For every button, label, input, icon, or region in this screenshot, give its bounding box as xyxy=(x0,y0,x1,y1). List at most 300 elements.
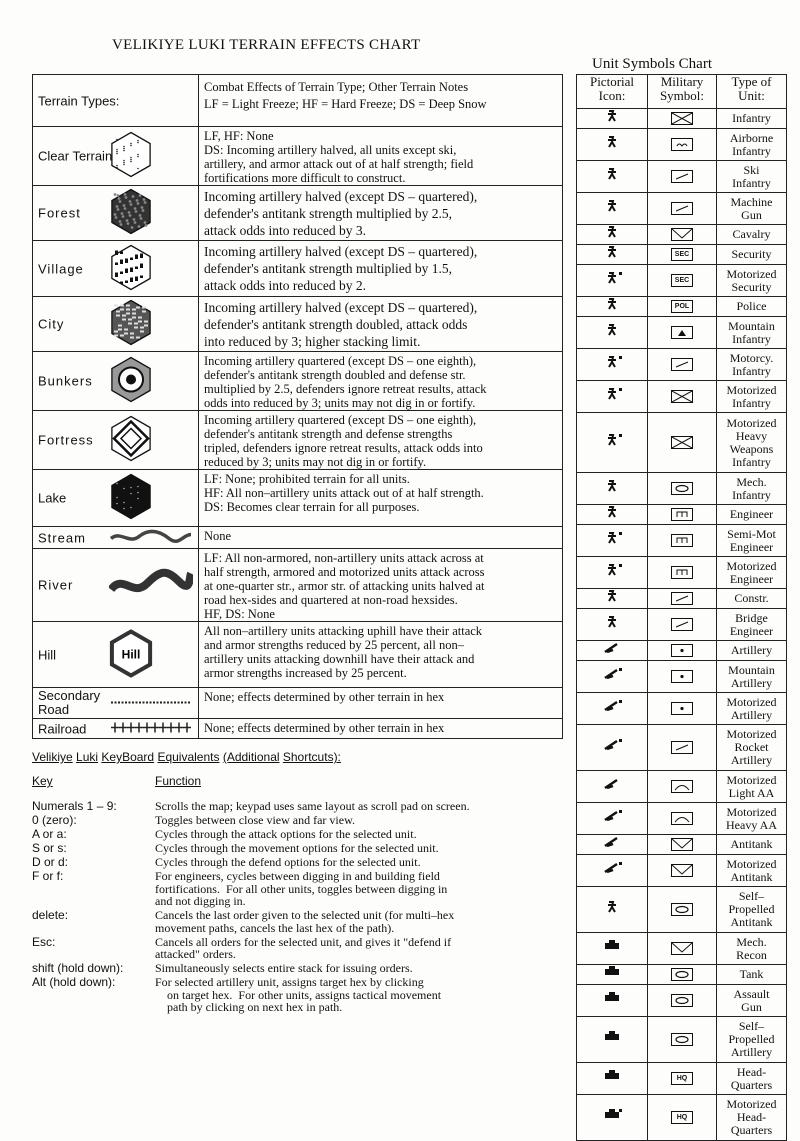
mountain-symbol-icon xyxy=(671,326,693,339)
unit-row xyxy=(577,317,787,349)
unit-row xyxy=(577,855,787,887)
unit-pictorial-cell xyxy=(577,985,648,1017)
fortress-hex-icon xyxy=(109,414,193,464)
key-function xyxy=(155,814,570,827)
terrain-row xyxy=(33,688,563,719)
unit-type-cell xyxy=(717,803,787,835)
unit-type-line: Rocket xyxy=(734,740,769,754)
unit-pictorial-cell xyxy=(577,693,648,725)
unit-pictorial-cell xyxy=(577,641,648,661)
unit-type-line: Antitank xyxy=(730,837,773,851)
unit-type-line: Gun xyxy=(741,207,762,222)
terrain-effect-line: armor strengths increased by 25 percent. xyxy=(204,666,407,680)
unit-military-cell xyxy=(648,855,717,887)
key-function xyxy=(155,828,570,841)
unit-type-line: Head- xyxy=(736,1110,767,1124)
unit-pictorial-icon xyxy=(599,563,625,577)
unit-pictorial-icon xyxy=(599,777,625,791)
unit-symbols-title: Unit Symbols Chart xyxy=(592,56,713,72)
unit-type-line: Airborne xyxy=(729,130,774,145)
constr-symbol-icon xyxy=(671,592,693,605)
terrain-effect-line: defender's antitank strength multiplied by 1.5, xyxy=(204,261,453,276)
unit-pictorial-icon xyxy=(599,433,625,447)
unit-row xyxy=(577,1017,787,1063)
terrain-icon-wrap xyxy=(109,355,193,408)
terrain-name-cell xyxy=(33,719,199,739)
unit-military-cell xyxy=(648,965,717,985)
terrain-effect-line: None; effects determined by other terrain in hex xyxy=(204,721,445,735)
unit-type-cell xyxy=(717,161,787,193)
unit-pictorial-icon xyxy=(599,479,625,493)
unit-military-cell xyxy=(648,1017,717,1063)
unit-military-cell xyxy=(648,803,717,835)
unit-row xyxy=(577,525,787,557)
terrain-effect-line: fortifications more difficult to construct. xyxy=(204,171,406,185)
unit-pictorial-icon xyxy=(599,589,625,603)
unit-pictorial-icon xyxy=(599,135,625,149)
terrain-effect-line: artillery, and armor attack out of at half strength; field xyxy=(204,157,474,171)
unit-row xyxy=(577,933,787,965)
keyboard-title-word: (Additional xyxy=(222,750,280,764)
key-function xyxy=(155,909,570,934)
unit-pictorial-cell xyxy=(577,1063,648,1095)
unit-type-cell xyxy=(717,245,787,265)
terrain-effect-line: defender's antitank strength doubled, attack odds xyxy=(204,317,468,332)
terrain-name: River xyxy=(38,577,74,593)
unit-row xyxy=(577,725,787,771)
unit-pictorial-icon xyxy=(599,939,625,953)
terrain-effects-cell xyxy=(199,622,563,688)
unit-pictorial-cell xyxy=(577,193,648,225)
unit-row xyxy=(577,225,787,245)
keyboard-title-word: Velikiye xyxy=(32,750,73,764)
unit-type-line: Light AA xyxy=(728,785,775,800)
oval-box-icon xyxy=(671,903,693,916)
unit-pictorial-cell xyxy=(577,245,648,265)
unit-type-line: Infantry xyxy=(732,143,771,158)
cavalry-symbol-icon xyxy=(671,228,693,241)
hill-icon-label: Hill xyxy=(121,647,141,661)
terrain-row xyxy=(33,719,563,739)
terrain-effect-line: defender's antitank strength multiplied by 2.5, xyxy=(204,206,453,221)
unit-type-line: Cavalry xyxy=(732,227,771,241)
unit-pictorial-icon xyxy=(599,615,625,629)
key-function-line: Simultaneously selects entire stack for issuing orders. xyxy=(155,961,413,975)
unit-type-line: Gun xyxy=(741,999,762,1014)
unit-type-cell xyxy=(717,473,787,505)
key-function-line: on target hex. For other units, assigns tactical movement xyxy=(155,987,442,1002)
unit-type-line: Infantry xyxy=(732,331,771,346)
terrain-row xyxy=(33,527,563,549)
key-function-line: Cycles through the movement options for the selected unit. xyxy=(155,841,439,855)
unit-row xyxy=(577,557,787,589)
unit-pictorial-icon xyxy=(599,991,625,1005)
unit-type-line: Motorized xyxy=(726,727,777,741)
unit-row xyxy=(577,887,787,933)
unit-type-line: Artillery xyxy=(730,1045,773,1059)
terrain-effect-line: defender's antitank strength doubled and defense str. xyxy=(204,368,466,382)
mech-symbol-icon xyxy=(671,482,693,495)
unit-pictorial-cell xyxy=(577,965,648,985)
unit-row xyxy=(577,1095,787,1141)
unit-pictorial-cell xyxy=(577,1017,648,1063)
unit-type-line: Head- xyxy=(736,1064,767,1079)
unit-row xyxy=(577,129,787,161)
terrain-effect-line: attack odds into reduced by 2. xyxy=(204,278,366,293)
terrain-name-cell xyxy=(33,352,199,411)
terrain-name: Railroad xyxy=(38,721,87,736)
terrain-effect-line: reduced by 3; units may not dig in or fortify. xyxy=(204,455,427,469)
unit-type-cell xyxy=(717,589,787,609)
unit-pictorial-icon xyxy=(599,505,625,519)
key-label: D or d: xyxy=(32,855,69,869)
unit-pictorial-icon xyxy=(599,1069,625,1083)
recon-symbol-icon xyxy=(671,942,693,955)
village-hex-icon xyxy=(109,242,193,292)
unit-type-line: Tank xyxy=(739,967,764,981)
unit-type-cell xyxy=(717,1017,787,1063)
terrain-name: Hill xyxy=(38,647,57,662)
terrain-effects-cell xyxy=(199,688,563,719)
unit-row xyxy=(577,693,787,725)
unit-pictorial-cell xyxy=(577,381,648,413)
terrain-effects-cell xyxy=(199,186,563,241)
key-label: 0 (zero): xyxy=(32,813,77,827)
terrain-name-cell xyxy=(33,127,199,186)
unit-pictorial-cell xyxy=(577,317,648,349)
terrain-name: Forest xyxy=(38,205,81,221)
unit-type-line: Motorized xyxy=(726,558,777,573)
unit-type-cell xyxy=(717,641,787,661)
terrain-effects-cell xyxy=(199,527,563,549)
unit-row xyxy=(577,641,787,661)
aa-symbol-icon xyxy=(671,780,693,793)
unit-type-line: Machine xyxy=(730,194,773,209)
text-symbol-icon: SEC xyxy=(671,248,693,261)
unit-type-line: Mech. xyxy=(736,474,767,489)
ski-symbol-icon xyxy=(671,170,693,183)
unit-type-line: Semi-Mot xyxy=(727,526,776,541)
unit-pictorial-cell xyxy=(577,933,648,965)
terrain-effect-line: LF, HF: None xyxy=(204,129,274,143)
terrain-effect-line: at one-quarter str., armor str. of attacking units halved at xyxy=(204,579,485,593)
unit-military-cell xyxy=(648,225,717,245)
unit-type-line: Motorized xyxy=(726,772,777,787)
oval-box-icon xyxy=(671,994,693,1007)
terrain-types-header: Terrain Types: xyxy=(33,75,199,127)
key-label: shift (hold down): xyxy=(32,961,124,975)
terrain-name: Secondary Road xyxy=(38,688,101,717)
terrain-effects-cell xyxy=(199,241,563,297)
key-function xyxy=(155,962,570,975)
unit-pictorial-icon xyxy=(599,199,625,213)
oval-box-icon xyxy=(671,1033,693,1046)
unit-military-cell xyxy=(648,933,717,965)
railroad-icon xyxy=(109,720,193,734)
terrain-effect-line: HF: All non–artillery units attack out of at half strength. xyxy=(204,486,484,500)
unit-type-line: Heavy AA xyxy=(726,817,777,832)
terrain-row xyxy=(33,297,563,352)
dot-box-icon xyxy=(671,644,693,657)
unit-type-line: Engineer xyxy=(729,539,774,554)
unit-type-line: Artillery xyxy=(730,675,773,690)
terrain-name-cell xyxy=(33,549,199,622)
unit-type-line: Infantry xyxy=(732,111,771,125)
unit-type-line: Mountain xyxy=(728,662,775,677)
terrain-effect-line: artillery units attacking downhill have their attack and xyxy=(204,652,475,666)
unit-military-cell xyxy=(648,381,717,413)
key-function xyxy=(155,870,570,908)
unit-type-line: Motorcy. xyxy=(729,350,774,365)
terrain-row xyxy=(33,549,563,622)
key-function-line: Cycles through the attack options for the selected unit. xyxy=(155,827,417,841)
unit-type-line: Motorized xyxy=(726,382,777,397)
clear-hex-icon xyxy=(109,130,193,180)
military-header: Military Symbol: xyxy=(648,75,717,109)
oval-box-icon xyxy=(671,968,693,981)
terrain-effect-line: All non–artillery units attacking uphill have their attack xyxy=(204,624,483,638)
dot-box-icon xyxy=(671,702,693,715)
unit-military-cell xyxy=(648,589,717,609)
terrain-icon-wrap xyxy=(109,527,193,549)
unit-military-cell xyxy=(648,245,717,265)
key-function-line: For engineers, cycles between digging in and building field xyxy=(155,869,440,883)
terrain-icon-wrap xyxy=(109,130,193,183)
terrain-effect-line: Incoming artillery halved (except DS – quartered), xyxy=(204,300,478,315)
unit-type-line: Infantry xyxy=(732,175,771,190)
key-label: delete: xyxy=(32,908,69,922)
unit-type-line: Artillery xyxy=(730,707,773,722)
unit-pictorial-cell xyxy=(577,225,648,245)
unit-type-line: Ski xyxy=(743,162,760,177)
terrain-row xyxy=(33,127,563,186)
unit-type-cell xyxy=(717,1063,787,1095)
unit-pictorial-icon xyxy=(599,900,625,914)
unit-row xyxy=(577,985,787,1017)
terrain-effect-line: DS: Incoming artillery halved, all units except ski, xyxy=(204,143,457,157)
unit-pictorial-icon xyxy=(599,965,625,979)
terrain-name: Fortress xyxy=(38,432,94,448)
key-function-line: Cancels the last order given to the selected unit (for multi–hex xyxy=(155,908,455,922)
unit-pictorial-cell xyxy=(577,557,648,589)
terrain-effect-line: Incoming artillery halved (except DS – quartered), xyxy=(204,244,478,259)
terrain-effect-line: defender's antitank strength and defense strengths xyxy=(204,427,453,441)
unit-type-line: Security xyxy=(731,247,772,261)
unit-pictorial-cell xyxy=(577,297,648,317)
unit-pictorial-icon xyxy=(599,225,625,239)
unit-pictorial-icon xyxy=(599,835,625,849)
unit-military-cell xyxy=(648,693,717,725)
terrain-effects-cell xyxy=(199,719,563,739)
terrain-name: Village xyxy=(38,261,84,276)
unit-pictorial-cell xyxy=(577,835,648,855)
unit-type-cell xyxy=(717,505,787,525)
aa-symbol-icon xyxy=(671,812,693,825)
unit-symbols-table xyxy=(576,74,787,1141)
unit-type-cell xyxy=(717,835,787,855)
keyboard-title-word: KeyBoard xyxy=(101,750,155,764)
terrain-effects-cell xyxy=(199,549,563,622)
unit-pictorial-cell xyxy=(577,349,648,381)
unit-row xyxy=(577,835,787,855)
unit-type-line: Police xyxy=(736,299,767,313)
key-label: Esc: xyxy=(32,934,56,949)
bunkers-hex-icon xyxy=(109,355,193,405)
terrain-header-row xyxy=(33,75,563,127)
unit-pictorial-icon xyxy=(599,323,625,337)
keyboard-equivalents-title xyxy=(32,750,341,764)
unit-type-line: Engineer xyxy=(729,571,774,586)
unit-row xyxy=(577,589,787,609)
unit-pictorial-cell xyxy=(577,473,648,505)
key-function-line: Toggles between close view and far view. xyxy=(155,813,355,827)
lake-hex-icon xyxy=(109,472,193,522)
terrain-row xyxy=(33,352,563,411)
unit-row xyxy=(577,109,787,129)
key-label: F or f: xyxy=(32,869,64,883)
key-column-header: Key xyxy=(32,774,53,788)
keyboard-title-word: Equivalents xyxy=(157,750,220,764)
unit-type-line: Infantry xyxy=(732,487,771,502)
unit-type-cell xyxy=(717,129,787,161)
unit-pictorial-cell xyxy=(577,803,648,835)
terrain-icon-wrap xyxy=(109,696,193,711)
unit-type-cell xyxy=(717,381,787,413)
unit-pictorial-cell xyxy=(577,161,648,193)
pictorial-header: Pictorial Icon: xyxy=(577,75,648,109)
unit-pictorial-icon xyxy=(599,738,625,752)
engineer-symbol-icon xyxy=(671,566,693,579)
bridge-symbol-icon xyxy=(671,618,693,631)
key-function-line: path by clicking on next hex in path. xyxy=(155,1000,343,1014)
terrain-effects-cell xyxy=(199,470,563,527)
effects-header xyxy=(199,75,563,127)
terrain-row xyxy=(33,622,563,688)
unit-type-line: Motorized xyxy=(726,804,777,819)
text-symbol-icon: HQ xyxy=(671,1111,693,1124)
terrain-effect-line: LF: All non-armored, non-artillery units attack across at xyxy=(204,551,484,565)
unit-type-cell xyxy=(717,771,787,803)
unit-pictorial-cell xyxy=(577,609,648,641)
unit-military-cell xyxy=(648,161,717,193)
terrain-effect-line: Incoming artillery quartered (except DS – one eighth), xyxy=(204,413,477,427)
terrain-name-cell xyxy=(33,186,199,241)
hill-hex-icon xyxy=(109,628,193,678)
effects-header-line1: Combat Effects of Terrain Type; Other Terrain Notes xyxy=(204,80,469,94)
text-symbol-icon: SEC xyxy=(671,274,693,287)
function-column-header: Function xyxy=(155,774,202,788)
heavy-weapons-symbol-icon xyxy=(671,436,693,449)
terrain-name: Lake xyxy=(38,490,67,506)
terrain-effect-line: road hex-sides and quartered at non-road hexsides. xyxy=(204,593,458,607)
unit-pictorial-icon xyxy=(599,641,625,655)
unit-pictorial-cell xyxy=(577,771,648,803)
key-function xyxy=(155,842,570,855)
unit-pictorial-icon xyxy=(599,297,625,311)
unit-pictorial-icon xyxy=(599,531,625,545)
terrain-effect-line: into reduced by 3; higher stacking limit. xyxy=(204,334,421,349)
unit-pictorial-cell xyxy=(577,589,648,609)
unit-type-cell xyxy=(717,725,787,771)
key-function-line: For selected artillery unit, assigns target hex by clicking xyxy=(155,975,424,989)
unit-type-line: Security xyxy=(731,279,772,294)
unit-military-cell xyxy=(648,349,717,381)
terrain-effect-line: Incoming artillery halved (except DS – quartered), xyxy=(204,189,478,204)
unit-pictorial-cell xyxy=(577,1095,648,1141)
unit-type-line: Infantry xyxy=(732,363,771,378)
unit-pictorial-icon xyxy=(599,1030,625,1044)
dot-box-icon xyxy=(671,670,693,683)
unit-pictorial-cell xyxy=(577,109,648,129)
unit-pictorial-cell xyxy=(577,887,648,933)
unit-row xyxy=(577,803,787,835)
unit-type-line: Infantry xyxy=(732,395,771,410)
key-label: Alt (hold down): xyxy=(32,975,116,989)
unit-military-cell xyxy=(648,609,717,641)
unit-type-line: Engineer xyxy=(729,623,774,638)
unit-military-cell xyxy=(648,413,717,473)
forest-hex-icon xyxy=(109,187,193,237)
unit-pictorial-cell xyxy=(577,413,648,473)
unit-type-line: Quarters xyxy=(730,1077,773,1092)
unit-military-cell xyxy=(648,193,717,225)
unit-type-line: Artillery xyxy=(730,753,773,767)
unit-type-cell xyxy=(717,413,787,473)
terrain-name-cell xyxy=(33,241,199,297)
unit-type-cell xyxy=(717,609,787,641)
unit-military-cell xyxy=(648,835,717,855)
key-function-line: movement paths, cancels the last hex of the path). xyxy=(155,920,395,935)
terrain-effect-line: None; effects determined by other terrain in hex xyxy=(204,690,445,704)
terrain-name-cell xyxy=(33,411,199,470)
terrain-effect-line: DS: Becomes clear terrain for all purposes. xyxy=(204,500,420,514)
terrain-row xyxy=(33,241,563,297)
key-function-line: attacked" orders. xyxy=(155,947,236,961)
secondary-road-icon xyxy=(109,698,193,708)
terrain-name: Stream xyxy=(38,530,86,545)
key-function xyxy=(155,856,570,869)
unit-pictorial-icon xyxy=(599,245,625,259)
unit-type-line: Motorized xyxy=(726,415,777,430)
terrain-effect-line: LF: None; prohibited terrain for all units. xyxy=(204,472,410,486)
key-label: S or s: xyxy=(32,841,67,855)
unit-type-line: Self– xyxy=(738,1019,765,1033)
terrain-name-cell xyxy=(33,470,199,527)
engineer-symbol-icon xyxy=(671,508,693,521)
unit-pictorial-icon xyxy=(599,667,625,681)
unit-military-cell xyxy=(648,1063,717,1095)
key-label: A or a: xyxy=(32,827,67,841)
terrain-effect-line: Incoming artillery quartered (except DS – one eighth), xyxy=(204,354,477,368)
chart-title: VELIKIYE LUKI TERRAIN EFFECTS CHART xyxy=(112,37,421,53)
key-function xyxy=(155,936,570,961)
unit-type-cell xyxy=(717,193,787,225)
unit-type-cell xyxy=(717,349,787,381)
unit-military-cell xyxy=(648,641,717,661)
unit-type-line: Propelled xyxy=(728,1032,775,1046)
unit-pictorial-icon xyxy=(599,699,625,713)
unit-type-line: Quarters xyxy=(730,1123,773,1137)
key-function-line: Cancels all orders for the selected unit, and gives it "defend if xyxy=(155,934,452,949)
antitank-symbol-icon xyxy=(671,838,693,851)
unit-type-cell xyxy=(717,109,787,129)
terrain-icon-wrap xyxy=(109,564,193,607)
key-function xyxy=(155,976,570,1014)
terrain-effects-cell xyxy=(199,352,563,411)
terrain-effect-line: half strength, armored and motorized units attack across xyxy=(204,565,485,579)
unit-military-cell xyxy=(648,525,717,557)
unit-row xyxy=(577,413,787,473)
